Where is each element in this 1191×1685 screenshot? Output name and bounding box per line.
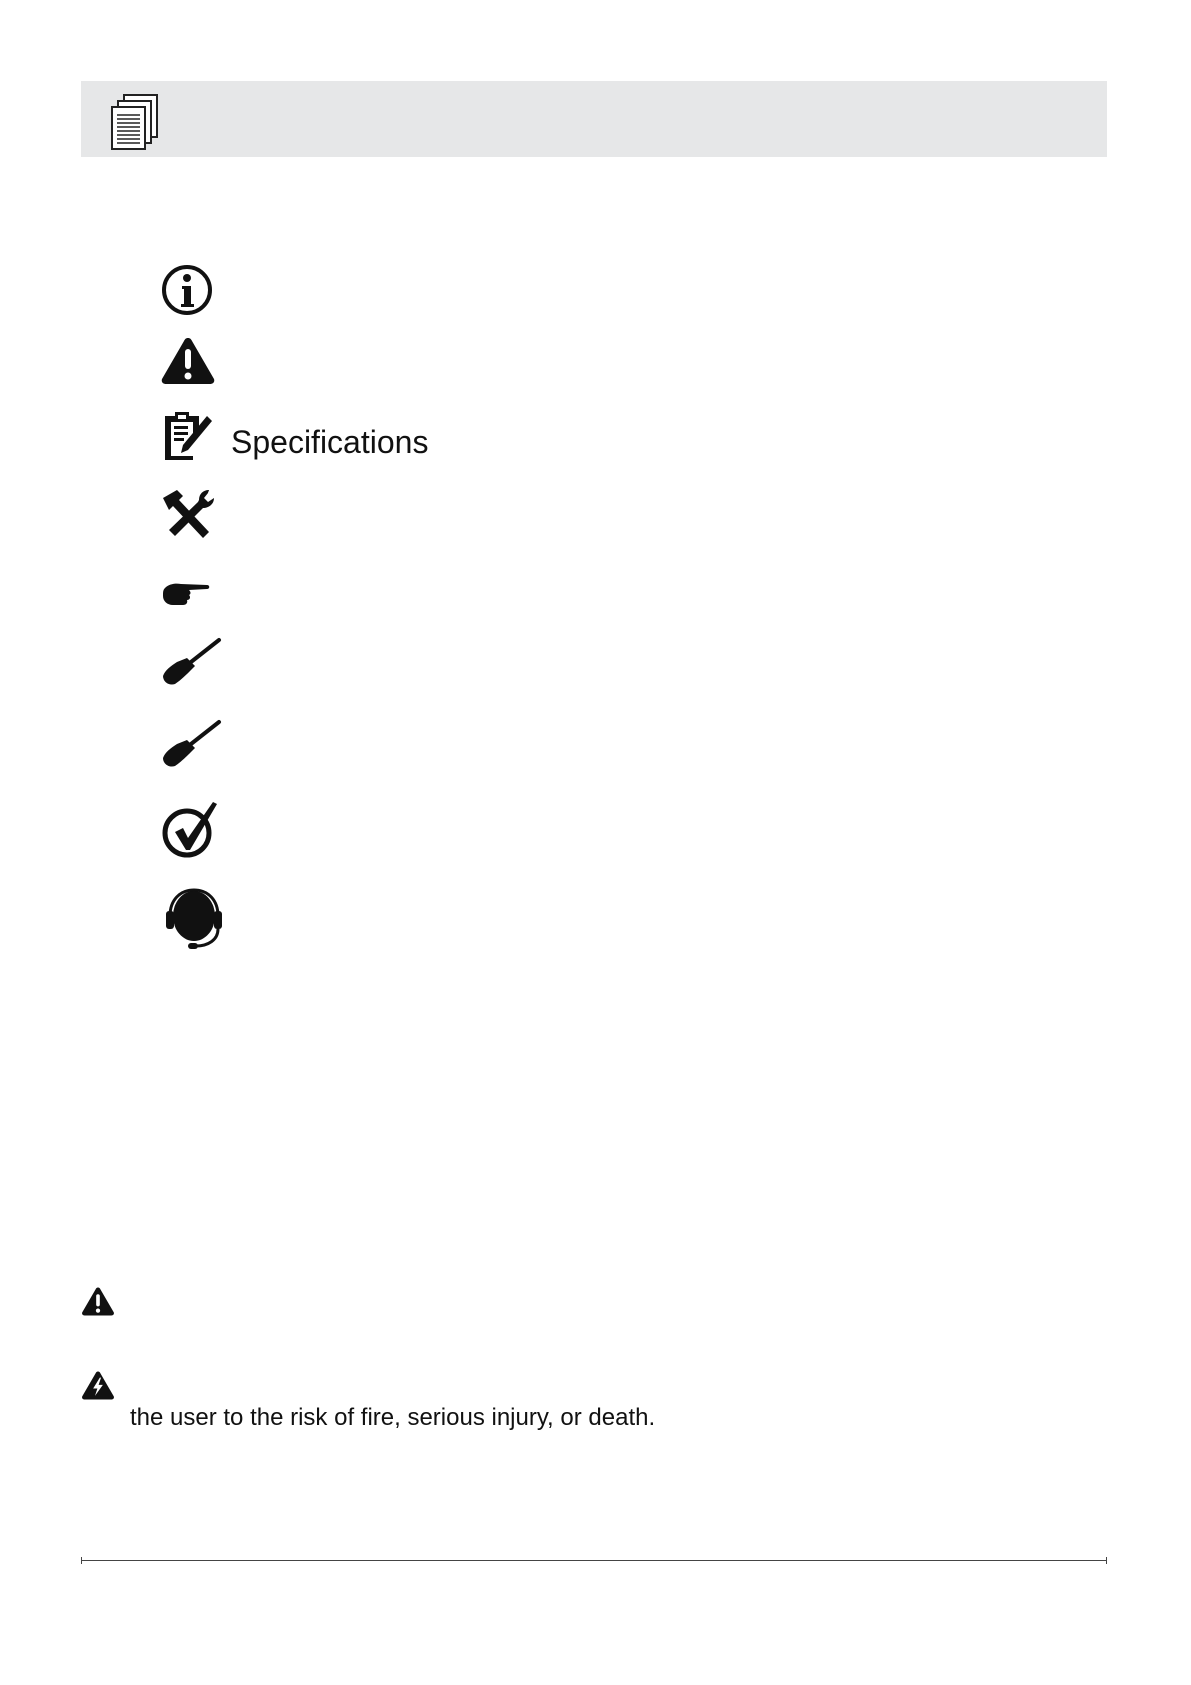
screwdriver-icon — [161, 636, 223, 686]
hammer-wrench-icon — [161, 488, 217, 540]
check-circle-icon — [161, 800, 221, 860]
toc-item-label: Specifications — [231, 424, 429, 460]
document-stack-icon — [111, 93, 161, 151]
screwdriver-icon — [161, 718, 223, 768]
electric-shock-icon — [81, 1370, 115, 1401]
section-header — [81, 81, 1107, 157]
info-icon — [161, 264, 213, 316]
warning-triangle-icon — [160, 336, 216, 386]
pointing-hand-icon — [161, 580, 211, 608]
electric-notice-continuation: the user to the risk of fire, serious injury, or death. — [130, 1404, 656, 1431]
footer-rule — [81, 1560, 1107, 1561]
clipboard-pencil-icon — [161, 410, 213, 462]
warning-triangle-icon — [81, 1286, 115, 1317]
headset-support-icon — [164, 886, 224, 952]
